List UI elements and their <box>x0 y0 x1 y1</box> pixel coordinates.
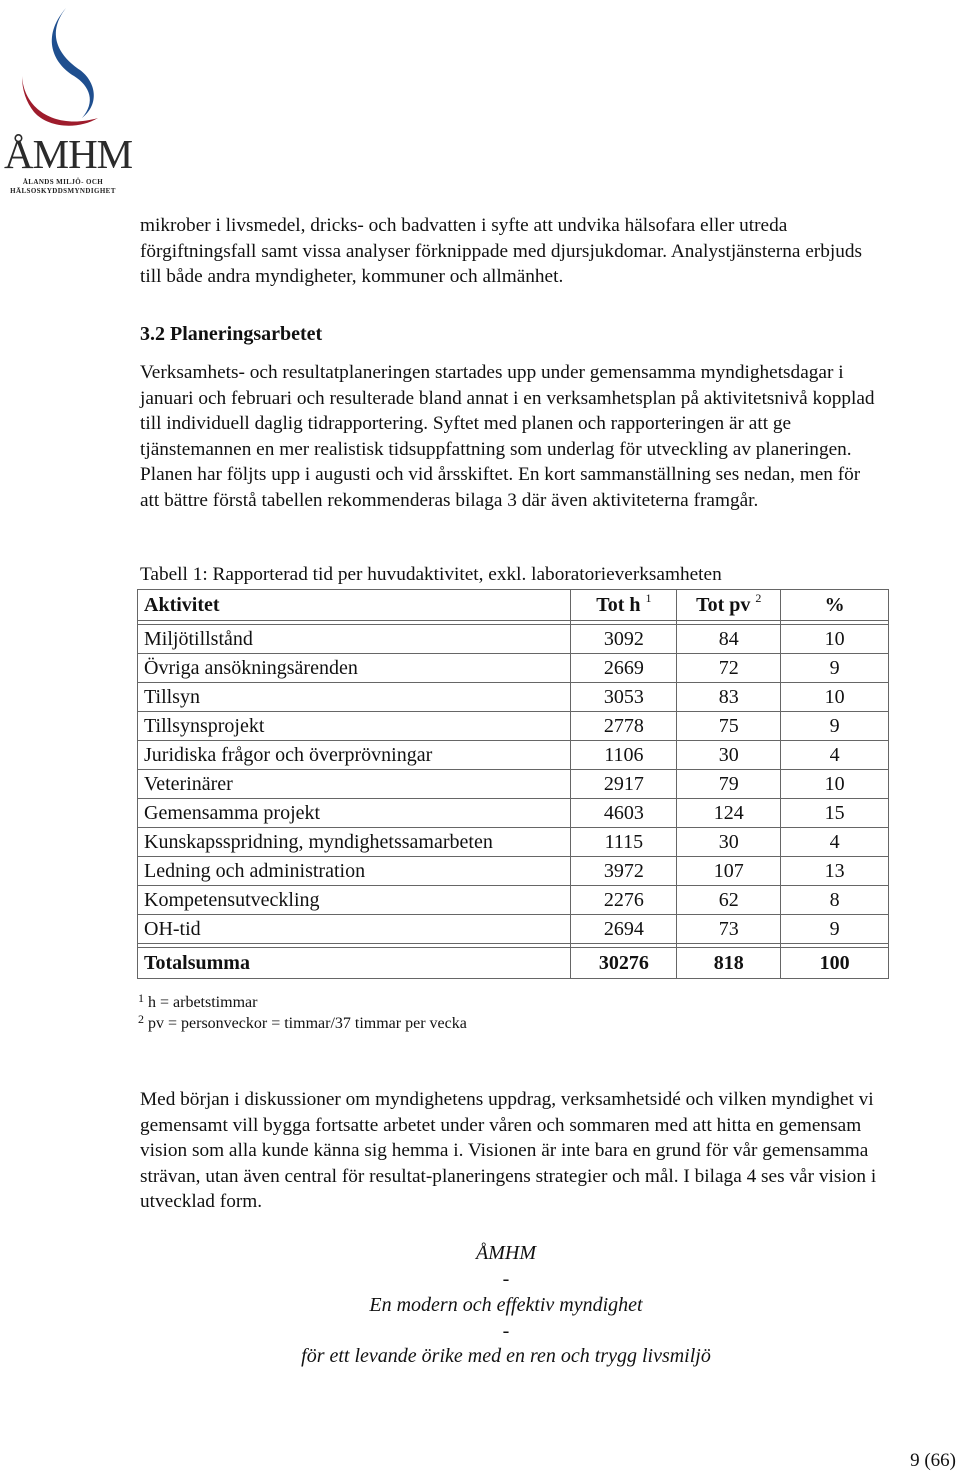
header-percent: % <box>781 590 889 621</box>
table-total-row: Totalsumma 30276 818 100 <box>138 948 889 979</box>
table-row: OH-tid 2694 73 9 <box>138 915 889 944</box>
table-row: Ledning och administration 3972 107 13 <box>138 857 889 886</box>
table-row: Gemensamma projekt 4603 124 15 <box>138 799 889 828</box>
vision-paragraph: Med början i diskussioner om myndighetens uppdrag, verksamhetsidé och vilken myndighet vi gemensamt vill bygga fortsatte arbetet under våren och sommaren med att hitta en gemensam vision som alla kunde känna sig hemma i. Visionen är inte bara en grund för vår gemensamma strävan, utan även central för resultat-planeringens strategier och mål. I bilaga 4 ses vår vision i utvecklad form. <box>140 1089 877 1213</box>
activity-table <box>137 589 889 979</box>
table-row: Tillsyn 3053 83 10 <box>138 683 889 712</box>
intro-paragraph: mikrober i livsmedel, dricks- och badvatten i syfte att undvika hälsofara eller utreda förgiftningsfall samt vissa analyser förknippade med djursjukdomar. Analystjänsterna erbjuds till både andra myndigheter, kommuner och allmänhet. <box>140 215 863 288</box>
header-activity: Aktivitet <box>138 590 571 621</box>
motto-line-2: En modern och effektiv myndighet <box>369 1294 643 1316</box>
table-header-row <box>138 590 889 621</box>
section-heading: 3.2 Planeringsarbetet <box>140 323 323 345</box>
motto-separator-1: - <box>502 1268 510 1290</box>
header-pv: Tot pv $^2$ <box>677 590 781 621</box>
footnote-2: $^2$ pv = personveckor = timmar/37 timmar per vecka <box>138 1012 467 1032</box>
table-caption: Tabell 1: Rapporterad tid per huvudaktivitet, exkl. laboratorieverksamheten <box>140 564 722 585</box>
motto-line-3: för ett levande örike med en ren och trygg livsmiljö <box>301 1345 711 1367</box>
table-row: Kunskapsspridning, myndighetssamarbeten 1115 30 4 <box>138 828 889 857</box>
logo-subtitle-1: ÅLANDS MILJÖ- OCH <box>22 178 104 186</box>
table-row: Övriga ansökningsärenden 2669 72 9 <box>138 654 889 683</box>
page-number: 9 (66) <box>910 1450 956 1471</box>
table-row: Tillsynsprojekt 2778 75 9 <box>138 712 889 741</box>
motto-line-1: ÅMHM <box>476 1242 536 1264</box>
table-row: Kompetensutveckling 2276 62 8 <box>138 886 889 915</box>
header-hours: Tot h $^1$ <box>571 590 677 621</box>
logo-name: ÅMHM <box>4 131 133 177</box>
table-row: Juridiska frågor och överprövningar 1106 30 4 <box>138 741 889 770</box>
logo-subtitle-2: HÄLSOSKYDDSMYNDIGHET <box>10 187 116 195</box>
table-row: Veterinärer 2917 79 10 <box>138 770 889 799</box>
motto-separator-2: - <box>502 1320 510 1342</box>
logo-emblem-icon <box>4 6 120 136</box>
planning-paragraph: Verksamhets- och resultatplaneringen startades upp under gemensamma myndighetsdagar i januari och februari och resulterade bland annat i en verksamhetsplan på aktivitetsnivå kopplad till individuell daglig tidrapportering. Syftet med planen och rapporteringen är att ge tjänstemannen en mer realistisk tidsuppfattning som underlag för utveckling av planeringen. Planen har följts upp i augusti och vid årsskiftet. En kort sammanställning ses nedan, men för att bättre förstå tabellen rekommenderas bilaga 3 där även aktiviteterna framgår. <box>140 362 875 511</box>
logo <box>4 6 133 196</box>
footnote-1: $^1$ h = arbetstimmar <box>138 991 258 1011</box>
table-row: Miljötillstånd 3092 84 10 <box>138 625 889 654</box>
